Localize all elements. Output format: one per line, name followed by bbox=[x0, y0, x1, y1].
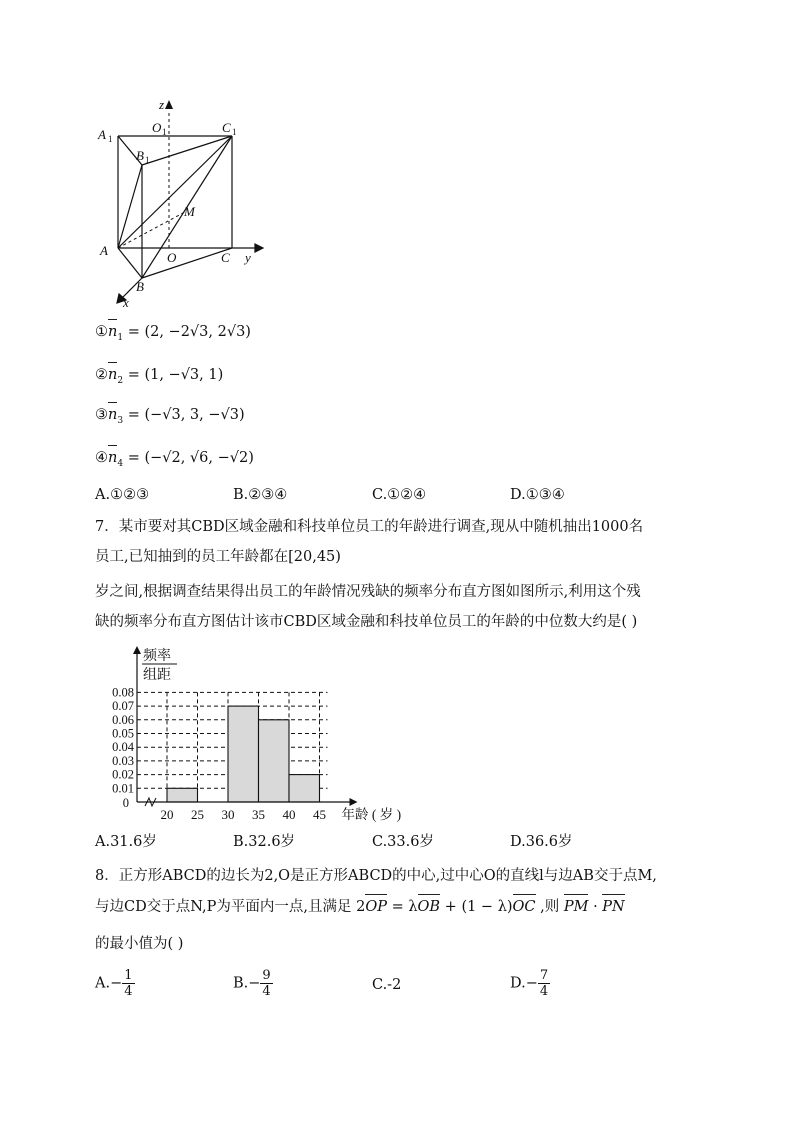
label-o1-sub: 1 bbox=[162, 127, 167, 137]
q8-option-d-sign: − bbox=[525, 975, 538, 992]
vector-ob: OB bbox=[417, 899, 441, 915]
q7-option-c: C.33.6岁 bbox=[372, 834, 434, 850]
q8-line-2 bbox=[95, 897, 625, 917]
q8-option-b-denominator: 4 bbox=[262, 984, 271, 999]
q7-option-a: A.31.6岁 bbox=[95, 834, 157, 850]
q6-option-b: B.②③④ bbox=[233, 487, 288, 503]
q8-option-d-denominator: 4 bbox=[539, 984, 549, 999]
vector-2-value: = (1, −√3, 1) bbox=[127, 367, 224, 383]
edge-b-c bbox=[142, 248, 232, 278]
q8-option-b-sign: − bbox=[248, 975, 261, 992]
q8-line-3: 的最小值为( ) bbox=[95, 936, 184, 952]
y-tick-label-5: 0.03 bbox=[112, 753, 134, 768]
y-tick-label-7: 0.01 bbox=[112, 781, 134, 796]
vector-oc: OC bbox=[512, 899, 536, 915]
edge-b1-c1 bbox=[142, 136, 232, 165]
vector-2 bbox=[95, 365, 223, 391]
vector-op: OP bbox=[365, 899, 387, 915]
y-tick-label-0: 0.08 bbox=[112, 685, 134, 700]
label-c: C bbox=[221, 250, 230, 265]
vector-3-value: = (−√3, 3, −√3) bbox=[127, 407, 245, 423]
label-c1: C bbox=[222, 120, 231, 135]
q7-line-3: 岁之间,根据调查结果得出员工的年龄情况残缺的频率分布直方图如图所示,利用这个残 bbox=[95, 584, 641, 600]
vector-1-sub: 1 bbox=[117, 332, 124, 343]
vector-3-mark: ③ bbox=[95, 407, 108, 423]
q8-option-a-sign: − bbox=[110, 975, 123, 992]
cube-figure bbox=[95, 95, 275, 310]
label-a1-sub: 1 bbox=[108, 134, 113, 144]
frequency-histogram bbox=[95, 642, 435, 827]
q8-option-a bbox=[95, 968, 135, 999]
eq-one-minus-lambda: + (1 − λ) bbox=[440, 899, 513, 915]
bar-40-45 bbox=[289, 775, 320, 802]
label-c1-sub: 1 bbox=[232, 127, 237, 137]
vector-4-value: = (−√2, √6, −√2) bbox=[127, 450, 254, 466]
vector-1-value: = (2, −2√3, 2√3) bbox=[127, 324, 251, 340]
bar-20-25 bbox=[167, 788, 198, 802]
q7-line-2: 员工,已知抽到的员工年龄都在[20,45) bbox=[95, 549, 341, 565]
q8-option-c-label: C.-2 bbox=[372, 977, 402, 993]
q8-option-c bbox=[372, 975, 401, 995]
ylabel-bottom: 组距 bbox=[143, 668, 171, 683]
vector-4 bbox=[95, 448, 254, 474]
q8-option-b-label: B. bbox=[233, 975, 249, 992]
y-axis-arrow bbox=[133, 646, 141, 654]
label-b1-sub: 1 bbox=[145, 155, 150, 165]
axis-z-arrow bbox=[165, 100, 173, 109]
y-tick-label-2: 0.06 bbox=[112, 712, 134, 727]
q7-line-1: 7．某市要对其CBD区域金融和科技单位员工的年龄进行调查,现从中随机抽出1000名 bbox=[95, 519, 644, 535]
vector-pn: PN bbox=[602, 899, 625, 915]
vector-1 bbox=[95, 322, 251, 348]
x-axis-label: 年龄 ( 岁 ) bbox=[341, 807, 402, 822]
vector-3-name: n bbox=[108, 407, 118, 423]
q8-option-d-fraction bbox=[538, 968, 550, 999]
vector-3 bbox=[95, 405, 245, 431]
label-o1: O bbox=[152, 120, 162, 135]
bar-30-35 bbox=[228, 706, 259, 802]
q8-then: ,则 bbox=[535, 899, 564, 915]
label-z: z bbox=[159, 97, 165, 112]
q8-option-d-numerator: 7 bbox=[539, 968, 549, 983]
x-tick-label-5: 45 bbox=[313, 807, 326, 822]
label-b: B bbox=[136, 279, 144, 294]
bar-35-40 bbox=[259, 720, 290, 802]
q6-option-a: A.①②③ bbox=[95, 487, 150, 503]
q8-line-2-pre: 与边CD交于点N,P为平面内一点,且满足 bbox=[95, 899, 352, 915]
axis-y-arrow bbox=[255, 244, 263, 252]
q8-option-d-label: D. bbox=[510, 975, 526, 992]
vector-pm: PM bbox=[563, 899, 589, 915]
q8-option-d bbox=[510, 968, 550, 999]
label-y: y bbox=[245, 250, 251, 265]
q6-option-d: D.①③④ bbox=[510, 487, 565, 503]
eq-coef-2: 2 bbox=[356, 899, 366, 915]
y-tick-label-3: 0.05 bbox=[112, 726, 134, 741]
y-tick-label-4: 0.04 bbox=[112, 740, 134, 755]
q8-line-1: 8．正方形ABCD的边长为2,O是正方形ABCD的中心,过中心O的直线l与边AB交于点M, bbox=[95, 868, 657, 884]
x-tick-label-1: 25 bbox=[191, 807, 204, 822]
label-o: O bbox=[167, 250, 177, 265]
q7-option-d: D.36.6岁 bbox=[510, 834, 573, 850]
label-x: x bbox=[123, 295, 129, 310]
origin-label: 0 bbox=[122, 796, 129, 810]
label-m: M bbox=[184, 204, 195, 219]
y-tick-label-6: 0.02 bbox=[112, 767, 134, 782]
vector-4-name: n bbox=[108, 450, 118, 466]
label-a1: A bbox=[98, 127, 106, 142]
q7-line-4: 缺的频率分布直方图估计该市CBD区域金融和科技单位员工的年龄的中位数大约是( ) bbox=[95, 614, 638, 630]
q8-option-a-fraction bbox=[122, 968, 134, 999]
ylabel-top: 频率 bbox=[143, 649, 171, 664]
x-axis-arrow bbox=[350, 798, 358, 806]
x-tick-label-2: 30 bbox=[221, 807, 235, 822]
vector-2-sub: 2 bbox=[117, 375, 124, 386]
q8-option-b bbox=[233, 968, 273, 999]
dot-product: · bbox=[588, 899, 603, 915]
vector-1-name: n bbox=[108, 324, 118, 340]
vector-4-sub: 4 bbox=[117, 458, 124, 469]
q8-option-a-label: A. bbox=[95, 975, 111, 992]
vector-1-mark: ① bbox=[95, 324, 108, 340]
q8-option-a-denominator: 4 bbox=[124, 984, 133, 999]
q8-option-b-numerator: 9 bbox=[262, 968, 271, 983]
x-tick-label-0: 20 bbox=[160, 807, 174, 822]
label-a: A bbox=[100, 243, 108, 258]
x-tick-label-4: 40 bbox=[282, 807, 296, 822]
vector-2-name: n bbox=[108, 367, 118, 383]
q6-option-c: C.①②④ bbox=[372, 487, 427, 503]
vector-3-sub: 3 bbox=[117, 415, 124, 426]
label-b1: B bbox=[136, 148, 144, 163]
q7-option-b: B.32.6岁 bbox=[233, 834, 296, 850]
edge-a-c-hidden bbox=[118, 213, 183, 248]
axis-break bbox=[145, 798, 156, 806]
vector-4-mark: ④ bbox=[95, 450, 108, 466]
edge-a-b bbox=[118, 248, 142, 278]
vector-2-mark: ② bbox=[95, 367, 108, 383]
eq-lambda: = λ bbox=[386, 899, 418, 915]
x-tick-label-3: 35 bbox=[252, 807, 265, 822]
q8-option-a-numerator: 1 bbox=[124, 968, 133, 983]
q8-option-b-fraction bbox=[260, 968, 272, 999]
y-tick-label-1: 0.07 bbox=[112, 699, 134, 714]
